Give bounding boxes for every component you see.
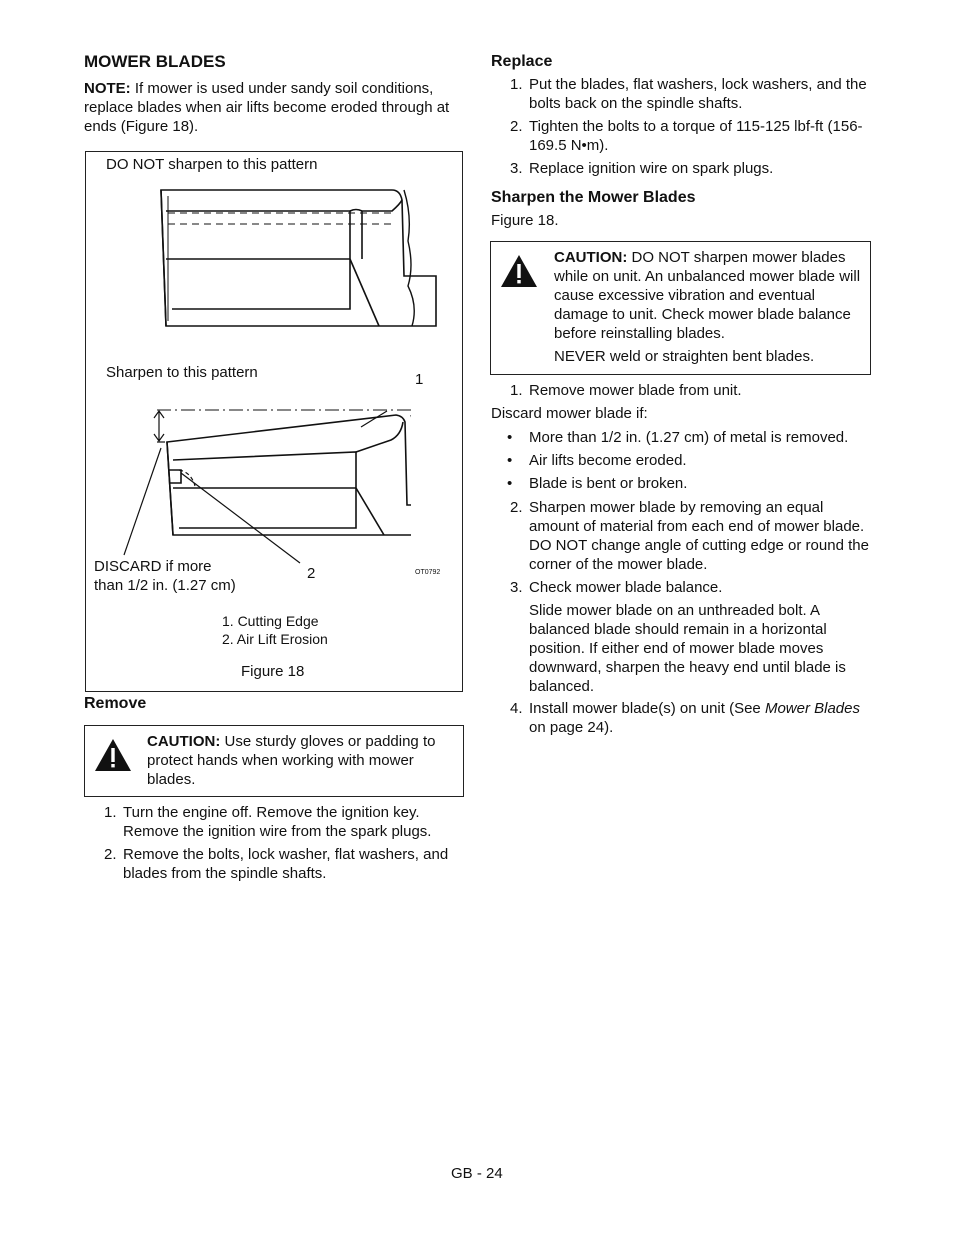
page-number: GB - 24 — [451, 1165, 503, 1182]
figure-18-box — [85, 151, 463, 692]
list-item: 2. Remove the bolts, lock washer, flat washers, and blades from the spindle shafts. — [104, 846, 449, 882]
note-label: NOTE: — [84, 80, 131, 97]
note-text: If mower is used under sandy soil conditions, replace blades when air lifts become eroded through at ends (Figure 18). — [84, 80, 450, 135]
remove-caution-label: CAUTION: — [147, 733, 221, 750]
figure-legend-2: 2. Air Lift Erosion — [222, 631, 328, 647]
install-step — [510, 699, 872, 741]
callout-2: 2 — [307, 565, 316, 582]
balance-detail: Slide mower blade on an unthreaded bolt. A balanced blade should remain in a horizontal position. If either end of mower blade moves downward, sharpen the heavy end until blade is balanced. — [529, 602, 846, 695]
warning-icon — [500, 254, 538, 288]
figure-caption: Figure 18 — [241, 663, 305, 680]
list-item: • Blade is bent or broken. — [507, 475, 688, 492]
list-item: • Air lifts become eroded. — [507, 452, 687, 469]
list-item: 1. Put the blades, flat washers, lock washers, and the bolts back on the spindle shafts. — [510, 76, 867, 112]
discard-label-line1: DISCARD if more — [94, 558, 212, 575]
figure-label-do-not: DO NOT sharpen to this pattern — [106, 156, 318, 173]
remove-caution-box — [84, 725, 464, 797]
remove-heading: Remove — [84, 695, 147, 712]
blade-illustration-incorrect — [156, 186, 446, 336]
figure-code: OT0792 — [415, 569, 441, 576]
note-paragraph — [84, 79, 464, 136]
sharpen-step-1 — [510, 381, 870, 404]
figure-label-sharpen: Sharpen to this pattern — [106, 364, 258, 381]
discard-intro: Discard mower blade if: — [491, 405, 648, 422]
blade-illustration-correct — [111, 400, 411, 600]
list-item: 1. Remove mower blade from unit. — [510, 382, 742, 399]
callout-1: 1 — [415, 371, 424, 388]
list-item: 2. Sharpen mower blade by removing an equal amount of material from each end of mower blade. DO NOT change angle of cutting edge or round the corner of the mower blade. — [510, 499, 869, 573]
replace-heading: Replace — [491, 53, 553, 70]
remove-caution-body: Use sturdy gloves or padding to protect hands when working with mower blades. — [147, 733, 436, 788]
sharpen-steps — [510, 498, 872, 601]
cross-reference: Mower Blades — [764, 700, 860, 717]
figure-legend-1: 1. Cutting Edge — [222, 613, 319, 629]
list-item: 3. Replace ignition wire on spark plugs. — [510, 160, 774, 177]
replace-steps — [510, 75, 870, 182]
sharpen-heading: Sharpen the Mower Blades — [491, 189, 696, 206]
list-item: 3. Check mower blade balance. — [510, 579, 723, 596]
list-item: 4. Install mower blade(s) on unit (See Mower Blades on page 24). — [510, 700, 860, 736]
sharpen-caution-text — [554, 248, 864, 343]
discard-label-line2: than 1/2 in. (1.27 cm) — [94, 577, 236, 594]
sharpen-caution-body: DO NOT sharpen mower blades while on unit. An unbalanced mower blade will cause excessive vibration and eventual damage to unit. Check mower blade balance before reinstalling blades. — [554, 249, 861, 342]
list-item: 1. Turn the engine off. Remove the ignition key. Remove the ignition wire from the spark plugs. — [104, 804, 432, 840]
list-item: 2. Tighten the bolts to a torque of 115-125 lbf-ft (156-169.5 N•m). — [510, 118, 863, 154]
sharpen-caution-box — [490, 241, 871, 375]
section-heading: MOWER BLADES — [84, 52, 226, 71]
remove-steps — [104, 803, 464, 887]
sharpen-figure-ref: Figure 18. — [491, 212, 559, 229]
warning-icon — [94, 738, 132, 772]
sharpen-caution-never: NEVER weld or straighten bent blades. — [554, 348, 815, 365]
discard-bullets — [491, 428, 871, 497]
sharpen-caution-label: CAUTION: — [554, 249, 628, 266]
list-item: • More than 1/2 in. (1.27 cm) of metal is removed. — [507, 429, 849, 446]
remove-caution-text — [147, 732, 457, 789]
